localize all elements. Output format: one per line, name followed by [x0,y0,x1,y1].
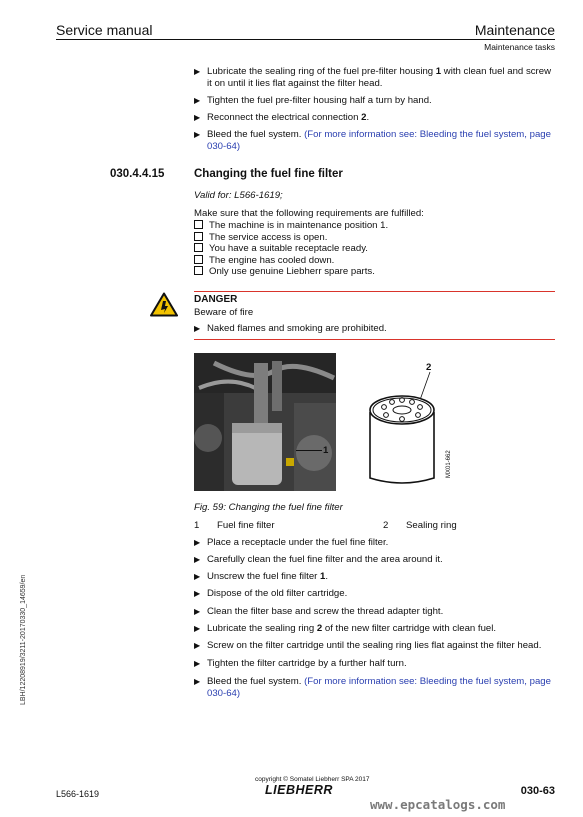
arrow-bullet-icon: ▶ [194,538,201,547]
step-item: ▶ Tighten the filter cartridge by a further half turn. [194,658,407,669]
page-number: 030-63 [520,785,555,797]
danger-subtitle: Beware of fire [194,307,254,318]
step-item: ▶ Dispose of the old filter cartridge. [194,588,348,599]
requirement-item: The service access is open. [194,232,327,244]
step-item: ▶ Carefully clean the fuel fine filter and the area around it. [194,554,443,565]
footer-model: L566-1619 [56,789,100,799]
callout-label: 2 [426,362,432,373]
arrow-bullet-icon: ▶ [194,572,201,581]
footer-copyright: copyright © Somatel Liebherr SPA 2017 [255,776,370,783]
step-bleed-bottom: ▶ Bleed the fuel system. (For more information see: Bleeding the fuel system, page 030-64) [194,676,551,699]
requirement-item: You have a suitable receptacle ready. [194,243,368,255]
brand-logo: LIEBHERR [265,783,333,797]
requirement-item: Only use genuine Liebherr spare parts. [194,266,375,278]
header-title: Service manual [56,22,153,38]
danger-bottom-rule [194,339,555,340]
checkbox-icon [194,243,203,252]
arrow-bullet-icon: ▶ [194,659,201,668]
legend-number: 2 [383,520,389,531]
step-item: ▶ Screw on the filter cartridge until the sealing ring lies flat against the filter head. [194,640,542,651]
arrow-bullet-icon: ▶ [194,324,201,333]
valid-for: Valid for: L566-1619; [194,190,283,201]
crossref-link[interactable]: (For more information see: Bleeding the fuel system, page 030-64) [207,676,551,699]
danger-top-rule [194,291,555,292]
requirements-intro: Make sure that the following requirements are fulfilled: [194,208,424,219]
step-tighten-prefilter: ▶ Tighten the fuel pre-filter housing half a turn by hand. [194,95,432,106]
warning-triangle-icon [150,292,178,322]
section-number: 030.4.4.15 [110,168,165,180]
drawing-code: MX01-662 [446,450,452,478]
step-item: ▶ Clean the filter base and screw the thread adapter tight. [194,606,444,617]
figure-caption: Fig. 59: Changing the fuel fine filter [194,502,343,513]
step-item: ▶ Place a receptacle under the fuel fine filter. [194,537,389,548]
arrow-bullet-icon: ▶ [194,607,201,616]
checkbox-icon [194,232,203,241]
crossref-link[interactable]: (For more information see: Bleeding the fuel system, page 030-64) [207,129,551,152]
arrow-bullet-icon: ▶ [194,113,201,122]
step-item: ▶ Lubricate the sealing ring 2 of the new filter cartridge with clean fuel. [194,623,497,634]
legend-label: Fuel fine filter [217,520,275,531]
engine-photo [194,353,336,491]
arrow-bullet-icon: ▶ [194,67,201,76]
checkbox-icon [194,266,203,275]
callout-label: 1 [323,445,329,456]
header-subchapter: Maintenance tasks [484,42,555,52]
document-code: LBH/12208919/3211-20170330_14659/en [20,574,27,705]
danger-step: ▶ Naked flames and smoking are prohibited. [194,323,387,334]
checkbox-icon [194,220,203,229]
checkbox-icon [194,255,203,264]
watermark: www.epcatalogs.com [370,797,506,812]
danger-title: DANGER [194,294,238,305]
arrow-bullet-icon: ▶ [194,555,201,564]
step-bleed-top: ▶ Bleed the fuel system. (For more information see: Bleeding the fuel system, page 030-64) [194,129,551,152]
step-item: ▶ Unscrew the fuel fine filter 1. [194,571,329,582]
step-lubricate-prefilter: ▶ Lubricate the sealing ring of the fuel pre-filter housing 1 with clean fuel and screw it on until it lies flat against the filter head. [194,66,551,89]
header-rule [56,39,555,40]
arrow-bullet-icon: ▶ [194,641,201,650]
filter-drawing [360,370,450,493]
section-title: Changing the fuel fine filter [194,168,343,180]
header-chapter: Maintenance [474,22,555,38]
arrow-bullet-icon: ▶ [194,624,201,633]
arrow-bullet-icon: ▶ [194,589,201,598]
callout-line [296,450,322,451]
arrow-bullet-icon: ▶ [194,677,201,686]
requirement-item: The machine is in maintenance position 1. [194,220,388,232]
arrow-bullet-icon: ▶ [194,96,201,105]
legend-number: 1 [194,520,200,531]
requirement-item: The engine has cooled down. [194,255,334,267]
arrow-bullet-icon: ▶ [194,130,201,139]
step-reconnect: ▶ Reconnect the electrical connection 2. [194,112,370,123]
legend-label: Sealing ring [406,520,457,531]
